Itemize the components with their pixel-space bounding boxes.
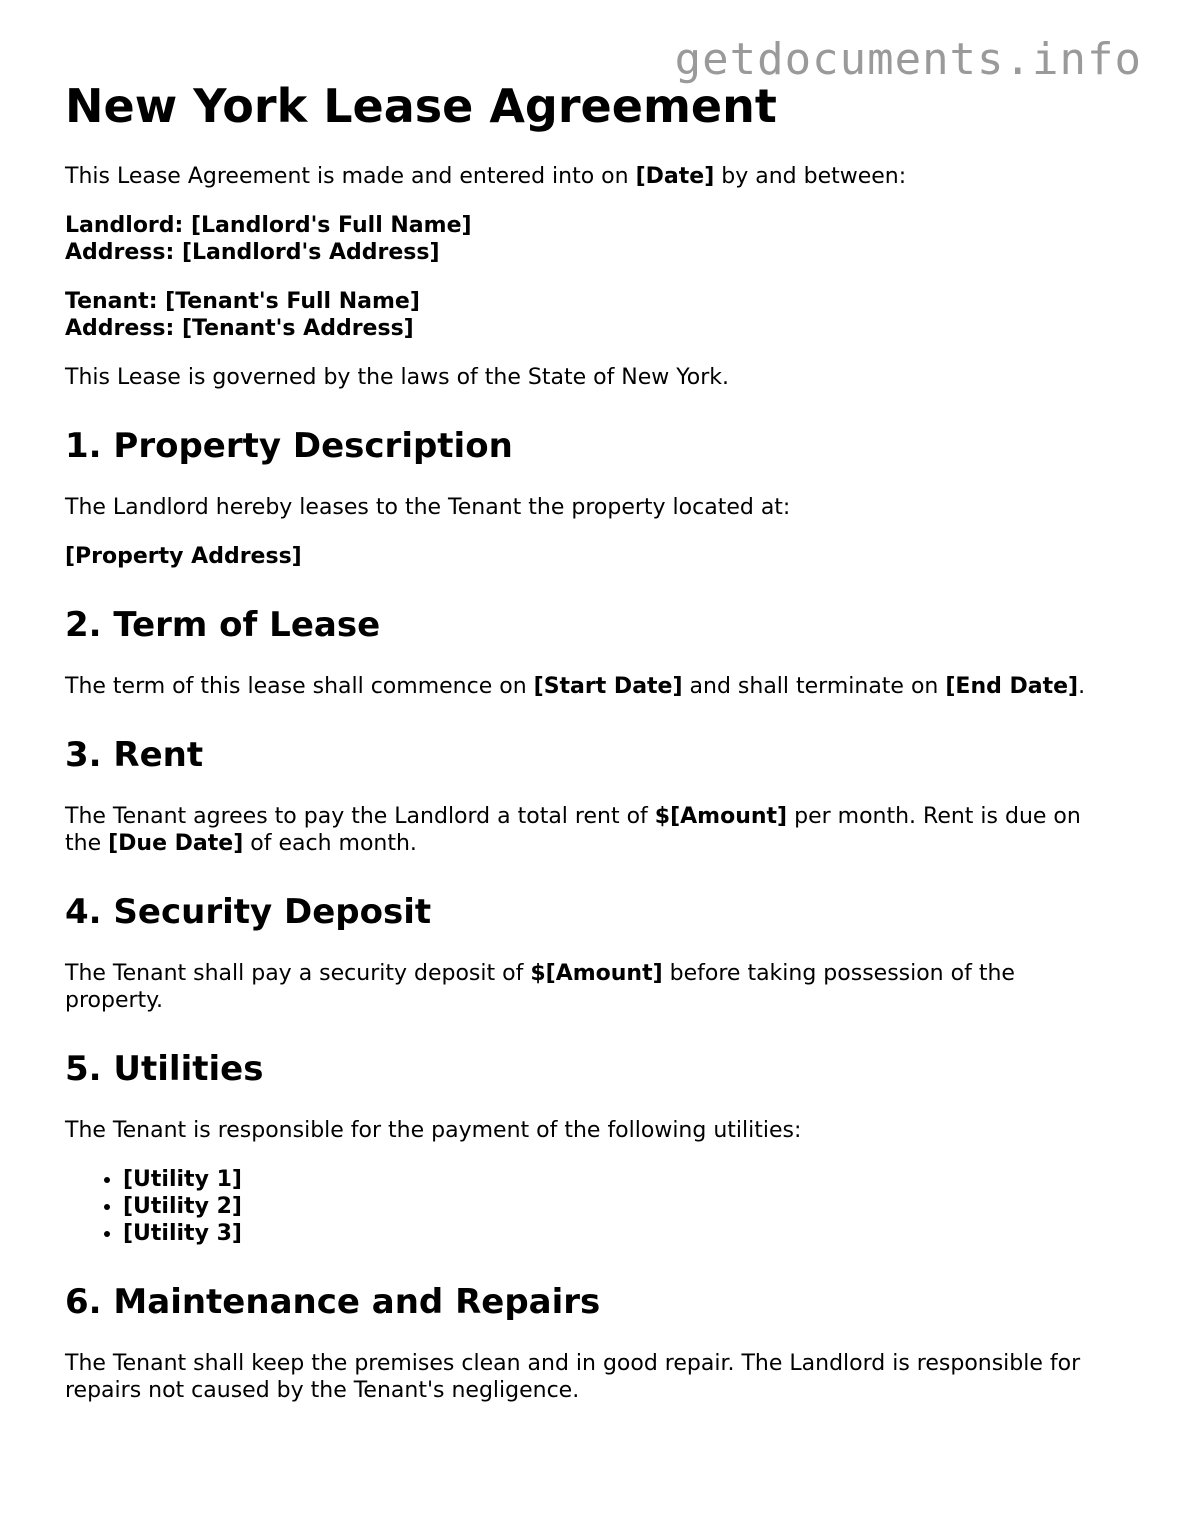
maintenance-text: The Tenant shall keep the premises clean and in good repair. The Landlord is responsible for repairs not caused by the Tenant's negligence. [65, 1351, 1081, 1404]
rent-after: of each month. [243, 831, 417, 857]
section-property [65, 427, 1115, 570]
utilities-list [65, 1166, 1115, 1247]
tenant-name: Tenant: [Tenant's Full Name] [65, 288, 420, 314]
landlord-block [65, 212, 1115, 266]
rent-text [65, 803, 1115, 857]
intro-paragraph [65, 163, 1115, 190]
rent-amount-placeholder: $[Amount] [654, 804, 788, 830]
tenant-block [65, 288, 1115, 342]
start-date-placeholder: [Start Date] [533, 674, 683, 700]
rent-before: The Tenant agrees to pay the Landlord a total rent of [65, 804, 655, 830]
governing-law: This Lease is governed by the laws of the State of New York. [65, 364, 730, 390]
deposit-after: before taking possession of the property. [65, 961, 1015, 1014]
section-deposit [65, 893, 1115, 1014]
section-rent [65, 736, 1115, 857]
section-term [65, 606, 1115, 700]
section-maintenance [65, 1283, 1115, 1404]
due-date-placeholder: [Due Date] [108, 831, 244, 857]
end-date-placeholder: [End Date] [945, 674, 1079, 700]
deposit-amount-placeholder: $[Amount] [530, 961, 663, 987]
term-after: . [1078, 674, 1086, 700]
intro-text-before: This Lease Agreement is made and entered into on [65, 163, 636, 189]
document-title: New York Lease Agreement [65, 79, 777, 133]
section-heading: 1. Property Description [65, 425, 513, 466]
term-text [65, 673, 1115, 700]
landlord-name: Landlord: [Landlord's Full Name] [65, 212, 472, 238]
list-item: • [Utility 1] [123, 1166, 1115, 1193]
list-item: • [Utility 2] [123, 1193, 1115, 1220]
term-before: The term of this lease shall commence on [65, 674, 534, 700]
document-page [65, 80, 1115, 1426]
property-address-placeholder: [Property Address] [65, 543, 302, 569]
term-middle: and shall terminate on [682, 674, 946, 700]
property-text: The Landlord hereby leases to the Tenant the property located at: [65, 494, 791, 520]
list-item: • [Utility 3] [123, 1220, 1115, 1247]
section-heading: 3. Rent [65, 735, 204, 776]
intro-text-after: by and between: [714, 163, 907, 189]
watermark: getdocuments.info [674, 34, 1142, 85]
deposit-before: The Tenant shall pay a security deposit of [65, 961, 531, 987]
rent-middle: per month. Rent is due on the [65, 804, 1081, 857]
section-utilities [65, 1050, 1115, 1247]
utilities-text: The Tenant is responsible for the payment of the following utilities: [65, 1118, 802, 1144]
tenant-address: Address: [Tenant's Address] [65, 315, 414, 341]
section-heading: 4. Security Deposit [65, 892, 432, 933]
section-heading: 6. Maintenance and Repairs [65, 1282, 601, 1323]
section-heading: 2. Term of Lease [65, 604, 381, 645]
deposit-text [65, 960, 1115, 1014]
intro-date-placeholder: [Date] [635, 163, 715, 189]
section-heading: 5. Utilities [65, 1049, 264, 1090]
landlord-address: Address: [Landlord's Address] [65, 239, 440, 265]
